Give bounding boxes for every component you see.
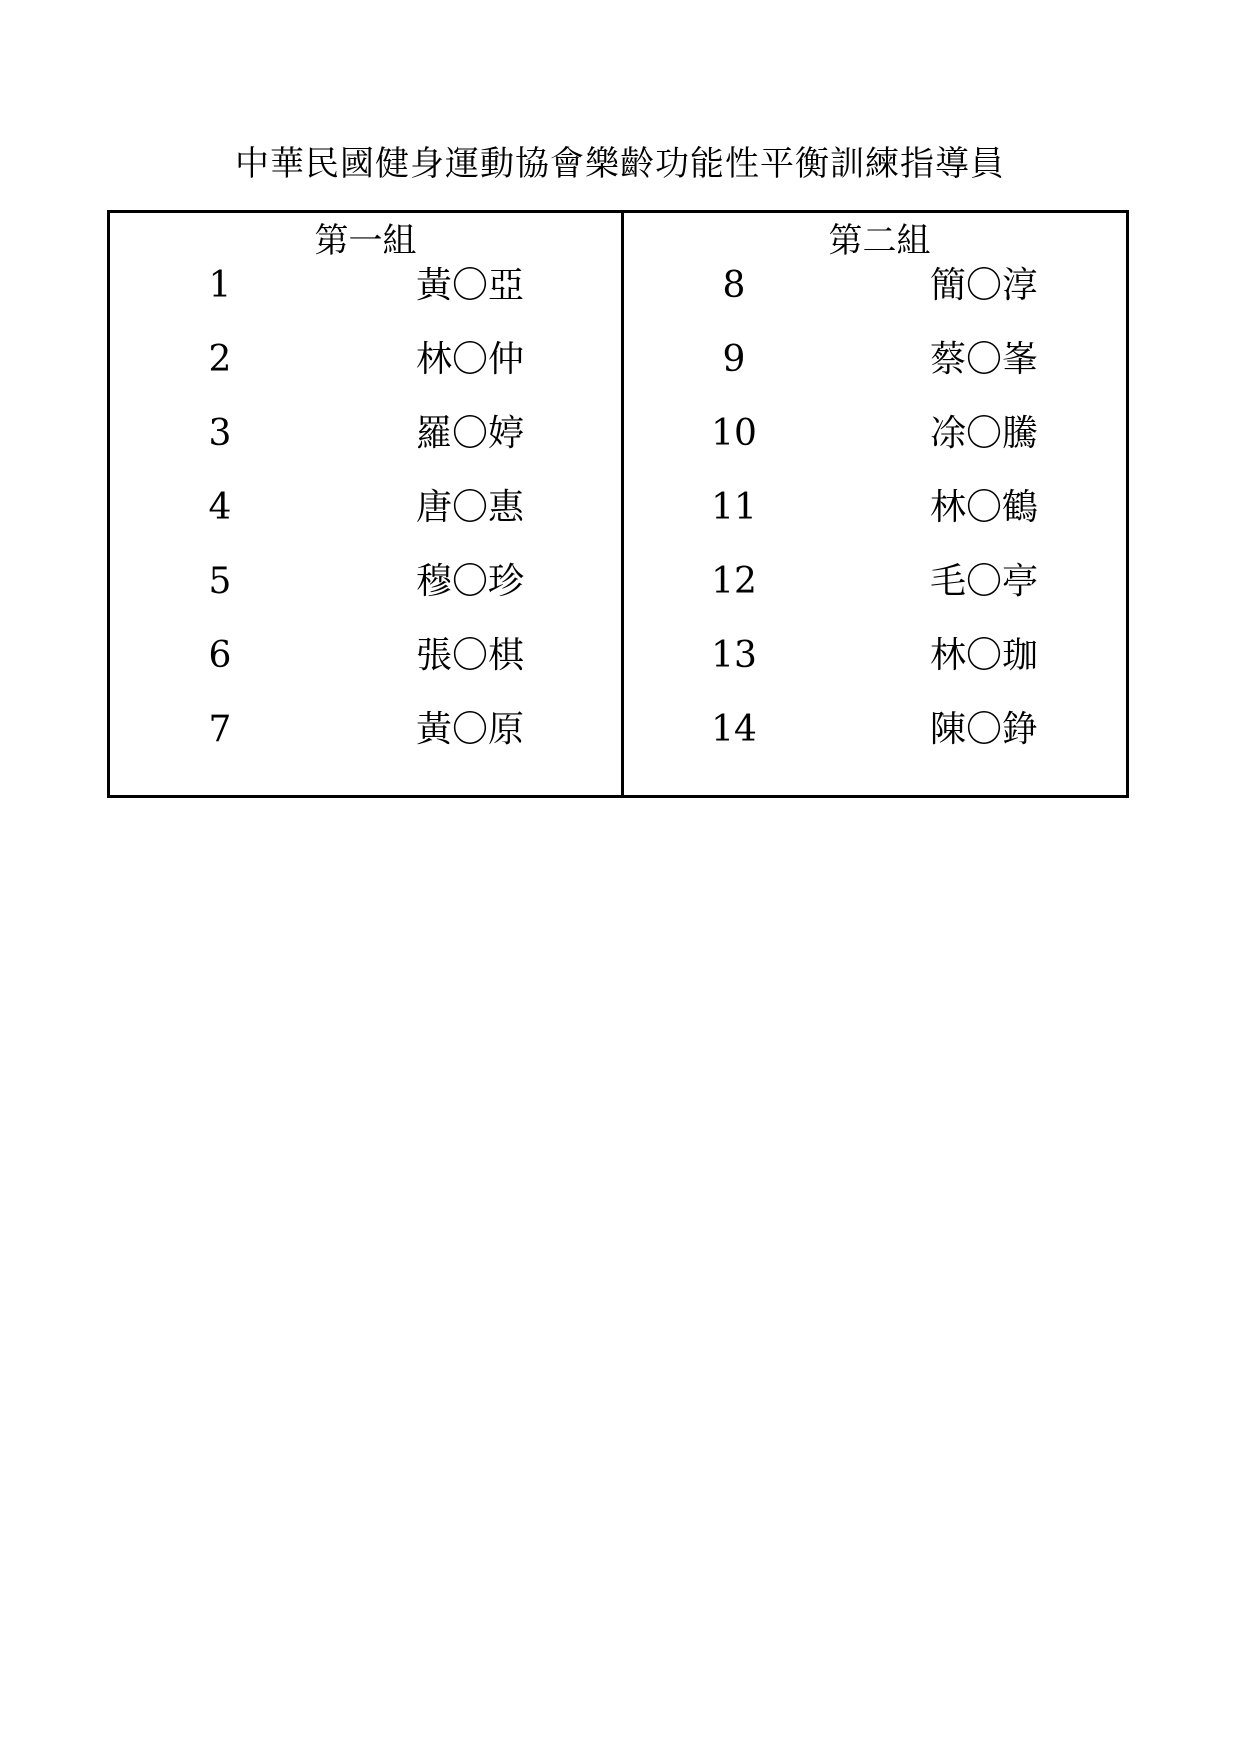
table-row [110, 619, 621, 693]
row-number: 1 [208, 265, 232, 306]
roster-table [107, 210, 1129, 798]
member-name: 陳〇錚 [929, 709, 1038, 750]
member-name: 蔡〇峯 [929, 339, 1038, 380]
row-number: 5 [208, 561, 232, 602]
member-name: 凃〇騰 [929, 413, 1038, 454]
member-name: 林〇珈 [929, 635, 1038, 676]
member-name: 黃〇亞 [415, 265, 524, 306]
row-number: 10 [711, 413, 757, 454]
table-row [110, 249, 621, 323]
row-number: 14 [711, 709, 757, 750]
table-row [110, 545, 621, 619]
table-row [624, 619, 1135, 693]
table-row [110, 397, 621, 471]
group-two-column [624, 213, 1135, 795]
group-one-header: 第一組 [314, 221, 417, 261]
row-number: 2 [208, 339, 232, 380]
member-name: 林〇仲 [415, 339, 524, 380]
table-row [624, 471, 1135, 545]
member-name: 簡〇淳 [929, 265, 1038, 306]
member-name: 穆〇珍 [415, 561, 524, 602]
member-name: 羅〇婷 [415, 413, 524, 454]
row-number: 11 [711, 487, 757, 528]
row-number: 13 [711, 635, 757, 676]
row-number: 8 [722, 265, 746, 306]
row-number: 4 [208, 487, 232, 528]
row-number: 9 [722, 339, 746, 380]
member-name: 黃〇原 [415, 709, 524, 750]
row-number: 6 [208, 635, 232, 676]
member-name: 唐〇惠 [415, 487, 524, 528]
row-number: 7 [208, 709, 232, 750]
table-row [624, 323, 1135, 397]
member-name: 毛〇亭 [929, 561, 1038, 602]
member-name: 林〇鶴 [929, 487, 1038, 528]
group-two-header: 第二組 [828, 221, 931, 261]
row-number: 3 [208, 413, 232, 454]
page-title: 中華民國健身運動協會樂齡功能性平衡訓練指導員 [235, 144, 1005, 184]
table-row [110, 323, 621, 397]
table-row [624, 545, 1135, 619]
table-row [110, 693, 621, 767]
member-name: 張〇棋 [415, 635, 524, 676]
row-number: 12 [711, 561, 757, 602]
group-one-column [110, 213, 621, 795]
table-row [624, 693, 1135, 767]
table-row [110, 471, 621, 545]
table-row [624, 397, 1135, 471]
table-row [624, 249, 1135, 323]
